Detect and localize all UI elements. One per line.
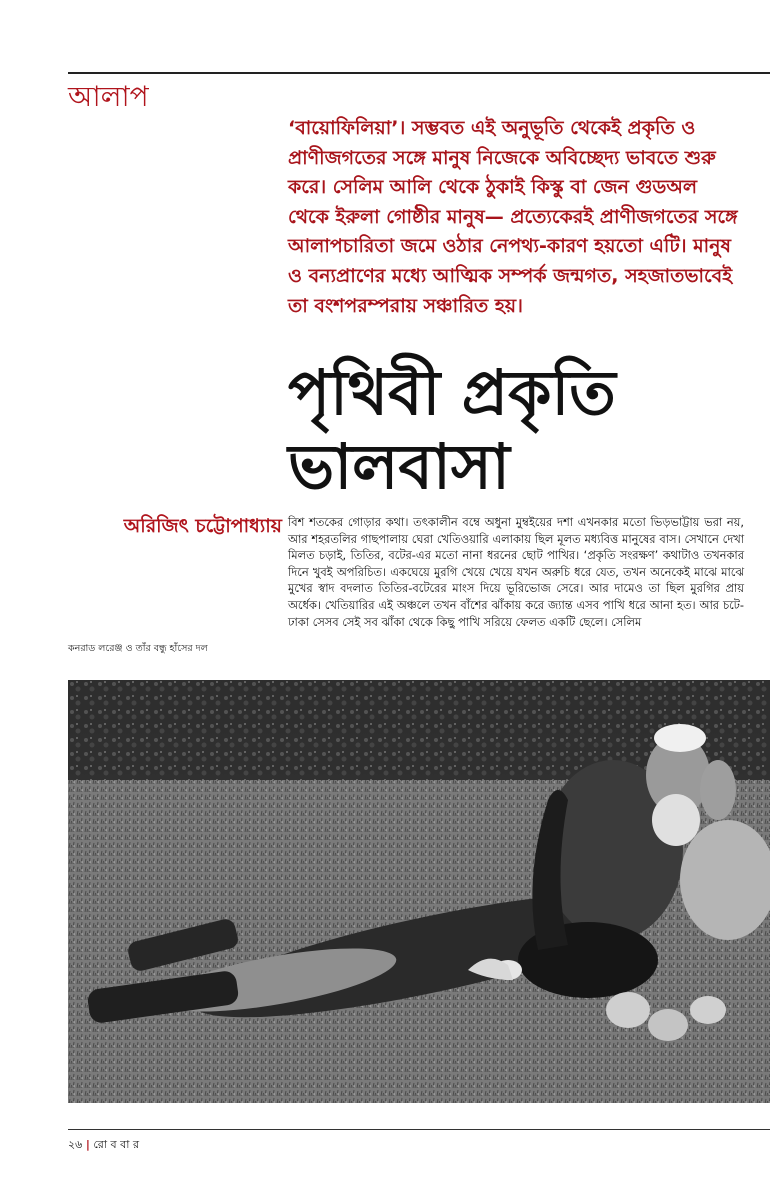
magazine-name: রো ব বা র xyxy=(93,1138,140,1151)
folio xyxy=(68,1136,139,1155)
photo xyxy=(68,680,770,1103)
standfirst: ‘বায়োফিলিয়া’। সম্ভবত এই অনুভূতি থেকেই প্রকৃতি ও প্রাণীজগতের সঙ্গে মানুষ নিজেকে অবিচ্ছেদ্য ভাবতে শুরু করে। সেলিম আলি থেকে ঠুকাই কিস্কু বা জেন গুডঅল থেকে ইরুলা গোষ্ঠীর মানুষ— প্রত্যেকেরই প্রাণীজগতের সঙ্গে আলাপচারিতা জমে ওঠার নেপথ্য-কারণ হয়তো এটি। মানুষ ও বন্যপ্রাণের মধ্যে আত্মিক সম্পর্ক জন্মগত, সহজাতভাবেই তা বংশপরম্পরায় সঞ্চারিত হয়। xyxy=(288,117,738,317)
page-number: ২৬ xyxy=(68,1138,83,1151)
photo-caption: কনরাড লরেঞ্জ ও তাঁর বন্ধু হাঁসের দল xyxy=(68,643,208,654)
bottom-rule xyxy=(68,1129,770,1130)
byline: অরিজিৎ চট্টোপাধ্যায় xyxy=(123,515,282,537)
headline-line-2: ভালবাসা xyxy=(288,430,510,503)
body-text: বিশ শতকের গোড়ার কথা। তৎকালীন বম্বে অধুনা মুম্বইয়ের দশা এখনকার মতো ভিড়ভাট্টায় ভরা নয়, আর শহরতলির গাছপালায় ঘেরা খেতিওয়ারি এলাকায় ছিল মূলত মধ্যবিত্ত মানুষের বাস। সেখানে দেখা মিলত চড়াই, তিতির, বটের-এর মতো নানা ধরনের ছোট পাখির। ‘প্রকৃতি সংরক্ষণ’ কথাটাও তখনকার দিনে খুবই অপরিচিত। একঘেয়ে মুরগি খেয়ে খেয়ে যখন অরুচি ধরে যেত, তখন অনেকেই মাঝে মাঝে মুখের স্বাদ বদলাত তিতির-বটেরের মাংস দিয়ে ভূরিভোজ সেরে। আর দামেও তা ছিল মুরগির প্রায় অর্ধেক। খেতিয়ারির এই অঞ্চলে তখন বাঁশের ঝাঁকায় করে জ্যান্ত এসব পাখি ধরে আনা হত। আর চটে-ঢাকা সেসব সেই সব ঝাঁকা থেকে কিছু পাখি সরিয়ে ফেলত একটি ছেলে। সেলিম xyxy=(288,515,744,629)
section-label: আলাপ xyxy=(68,80,149,113)
photo-man-with-geese-icon xyxy=(68,680,770,1103)
top-rule xyxy=(68,72,770,74)
headline xyxy=(288,356,758,504)
headline-line-1: পৃথিবী প্রকৃতি xyxy=(288,356,616,429)
folio-separator: | xyxy=(85,1138,90,1151)
